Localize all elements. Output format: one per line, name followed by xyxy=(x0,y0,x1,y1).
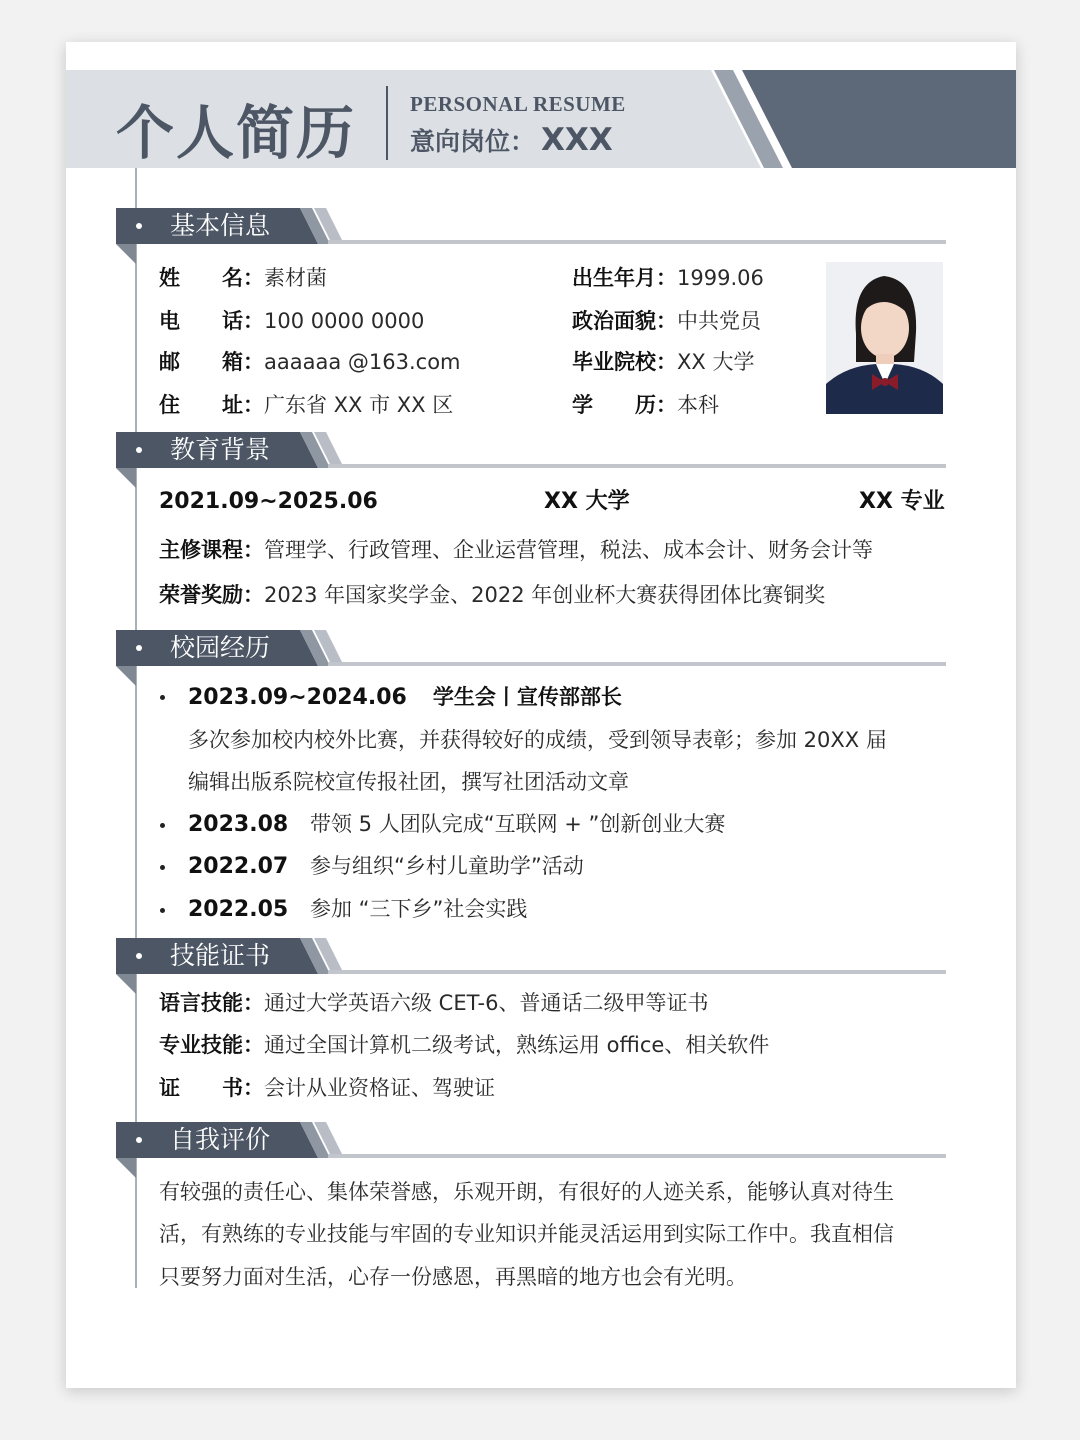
resume-page xyxy=(66,42,1016,1388)
job-label: 意向岗位： xyxy=(410,127,536,156)
section-bullet-icon xyxy=(136,447,142,453)
bullet-icon xyxy=(160,823,165,828)
section-title: 教育背景 xyxy=(170,435,271,464)
section-bullet-icon xyxy=(136,223,142,229)
education-school: XX 大学 xyxy=(544,489,630,514)
bullet-icon xyxy=(160,908,165,913)
job-intention xyxy=(410,122,613,158)
resume-subtitle: PERSONAL RESUME xyxy=(410,92,626,116)
section-title: 校园经历 xyxy=(170,633,271,662)
awards-row: 荣誉奖励：2023 年国家奖学金、2022 年创业杯大赛获得团体比赛铜奖 xyxy=(159,583,826,607)
self-eval-line-2: 活，有熟练的专业技能与牢固的专业知识并能灵活运用到实际工作中。我直相信 xyxy=(159,1222,894,1246)
address-row: 住 址：广东省 XX 市 XX 区 xyxy=(159,393,454,417)
certificate-row: 证 书：会计从业资格证、驾驶证 xyxy=(159,1076,495,1100)
phone-row: 电 话：100 0000 0000 xyxy=(159,309,425,333)
education-major: XX 专业 xyxy=(859,489,945,514)
campus-item-2: 2023.08 带领 5 人团队完成“互联网 + ”创新创业大赛 xyxy=(188,812,726,837)
section-bullet-icon xyxy=(136,645,142,651)
name-row: 姓 名：素材菌 xyxy=(159,266,327,290)
section-self-evaluation xyxy=(116,1122,946,1186)
politics-row: 政治面貌：中共党员 xyxy=(572,309,761,333)
section-title: 技能证书 xyxy=(170,941,271,970)
campus-item-3: 2022.07 参与组织“乡村儿童助学”活动 xyxy=(188,854,584,879)
bullet-icon xyxy=(160,695,165,700)
section-education xyxy=(116,432,946,496)
self-eval-line-3: 只要努力面对生活，心存一份感恩，再黑暗的地方也会有光明。 xyxy=(159,1265,747,1289)
campus-item-1: 2023.09~2024.06 学生会丨宣传部部长 xyxy=(188,685,622,710)
timeline-line xyxy=(135,168,137,1288)
campus-item-4: 2022.05 参加 “三下乡”社会实践 xyxy=(188,897,528,922)
section-bullet-icon xyxy=(136,953,142,959)
self-eval-line-1: 有较强的责任心、集体荣誉感，乐观开朗，有很好的人迹关系，能够认真对待生 xyxy=(159,1180,894,1204)
education-period: 2021.09~2025.06 xyxy=(159,489,378,514)
courses-row: 主修课程：管理学、行政管理、企业运营管理，税法、成本会计、财务会计等 xyxy=(159,538,873,562)
section-title: 基本信息 xyxy=(170,211,271,240)
birth-row: 出生年月：1999.06 xyxy=(572,266,764,290)
campus-item-1-desc-2: 编辑出版系院校宣传报社团，撰写社团活动文章 xyxy=(188,770,629,794)
degree-row: 学 历：本科 xyxy=(572,393,719,417)
section-basic-info xyxy=(116,208,946,272)
school-row: 毕业院校：XX 大学 xyxy=(572,350,755,374)
language-skill-row: 语言技能：通过大学英语六级 CET-6、普通话二级甲等证书 xyxy=(159,991,709,1015)
title-divider xyxy=(386,86,388,160)
job-value: XXX xyxy=(541,122,613,158)
section-bullet-icon xyxy=(136,1137,142,1143)
professional-skill-row: 专业技能：通过全国计算机二级考试，熟练运用 office、相关软件 xyxy=(159,1033,770,1057)
bullet-icon xyxy=(160,865,165,870)
resume-title: 个人简历 xyxy=(116,99,357,167)
section-title: 自我评价 xyxy=(170,1125,271,1154)
campus-item-1-desc-1: 多次参加校内校外比赛，并获得较好的成绩，受到领导表彰；参加 20XX 届 xyxy=(188,728,887,752)
profile-photo xyxy=(826,262,943,414)
email-row: 邮 箱：aaaaaa @163.com xyxy=(159,350,461,374)
